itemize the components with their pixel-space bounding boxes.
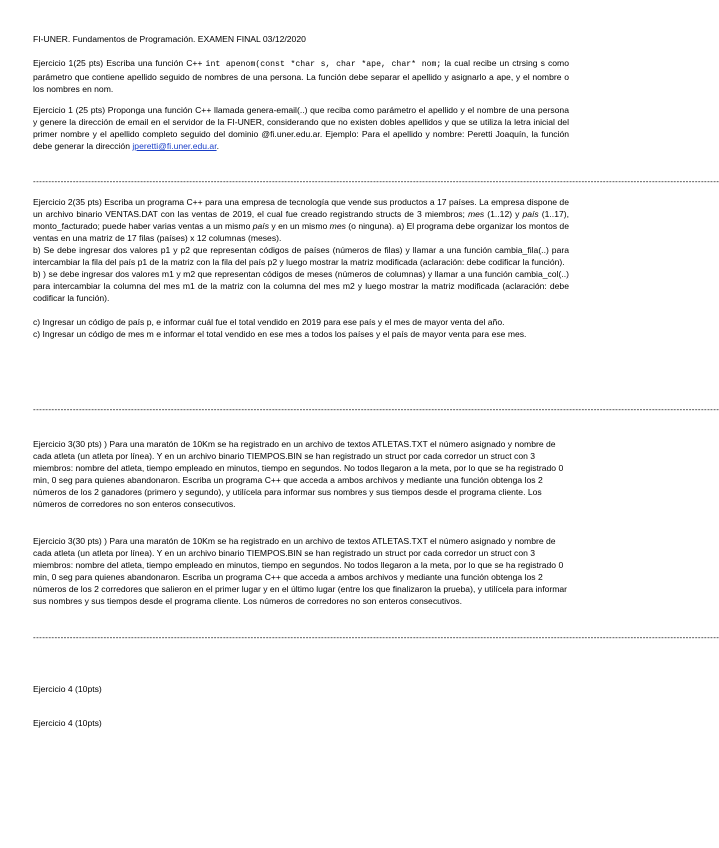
exercise-1b-text: Ejercicio 1 (25 pts) Proponga una función C++ llamada genera-email(..) que reciba como parámetro el apellido y el nombre de una persona y genere la dirección de email en el servidor de la FI-UNER, considerando que no existen dobles apellidos y que se utiliza la letra inicial del primer nombre y el apellido completo seguido del dominio @fi.uner.edu.ar. Ejemplo: Para el apellido y nombre: Peretti Joaquín, la función debe generar la dirección	[33, 105, 569, 151]
exercise-2-part-c-month: c) Ingresar un código de mes m e informar el total vendido en ese mes a todos los países y el país de mayor venta para ese mes.	[33, 329, 527, 339]
exercise-2-pais-2: país	[252, 221, 269, 231]
separator-line-1: --------------------------------------------------------------------------------------------------------------------------------------------------------------------------------------------------------------------------------	[33, 177, 719, 186]
separator-line-3: --------------------------------------------------------------------------------------------------------------------------------------------------------------------------------------------------------------------------------	[33, 633, 719, 642]
exercise-1a-description: la cual recibe un ctrsing s como parámetro que contiene apellido seguido de nombres de una persona. La función debe separar el apellido y asignarlo a ape, y el nombre o los nombres en nom.	[33, 58, 569, 94]
exercise-2-part-b-columns: b) ) se debe ingresar dos valores m1 y m2 que representan códigos de meses (números de columnas) y llamar a una función cambia_col(..) para intercambiar la columna del mes m1 de la matriz con la columna del mes m2 y luego mostrar la matriz modificada (aclaración: debe codificar la función).	[33, 269, 569, 303]
exercise-1-apenom	[33, 57, 569, 95]
exercise-2-text-b: (1..12) y	[484, 209, 523, 219]
exercise-1a-code-signature: int apenom(const *char s, char *ape, char* nom;	[205, 60, 442, 69]
separator-line-2: --------------------------------------------------------------------------------------------------------------------------------------------------------------------------------------------------------------------------------	[33, 405, 719, 414]
exercise-2-spacer	[33, 304, 569, 316]
exercise-3-winners: Ejercicio 3(30 pts) ) Para una maratón de 10Km se ha registrado en un archivo de textos ATLETAS.TXT el número asignado y nombre de cada atleta (un atleta por línea). Y en un archivo binario TIEMPOS.BIN se han registrado un struct por cada corredor un struct con 3 miembros: nombre del atleta, tiempo empleado en minutos, tiempo en segundos. No todos llegaron a la meta, por lo que se ha registrado 0 min, 0 seg para quienes abandonaron. Escriba un programa C++ que acceda a ambos archivos y mediante una función obtenga los 2 números de los 2 ganadores (primero y segundo), y utilícela para informar sus nombres y sus tiempos desde el programa cliente. Los números de corredores no son enteros consecutivos.	[33, 439, 564, 509]
exercise-3-first-last: Ejercicio 3(30 pts) ) Para una maratón de 10Km se ha registrado en un archivo de textos ATLETAS.TXT el número asignado y nombre de cada atleta (un atleta por línea). Y en un archivo binario TIEMPOS.BIN se han registrado un struct por cada corredor un struct con 3 miembros: nombre del atleta, tiempo empleado en minutos, tiempo en segundos. No todos llegaron a la meta, por lo que se ha registrado 0 min, 0 seg para quienes abandonaron. Escriba un programa C++ que acceda a ambos archivos y mediante una función obtenga los 2 números de los 2 corredores que salieron en el primer lugar y en el último lugar (entre los que finalizaron la prueba), y utilícela para informar sus nombres y sus tiempos desde el programa cliente. Los números de corredores no son enteros consecutivos.	[33, 536, 568, 606]
exercise-2-part-b-rows: b) Se debe ingresar dos valores p1 y p2 que representan códigos de países (números de filas) y llamar a una función cambia_fila(..) para intercambiar la fila del país p1 de la matriz con la fila del país p2 y luego mostrar la matriz modificada (aclaración: debe codificar la función).	[33, 245, 569, 267]
exercise-2-text-d: y en un mismo	[269, 221, 330, 231]
exercise-4-heading-b: Ejercicio 4 (10pts)	[33, 718, 102, 728]
exercise-1b-end: .	[216, 141, 219, 151]
example-email-link[interactable]: jperetti@fi.uner.edu.ar	[132, 141, 217, 151]
exam-header: FI-UNER. Fundamentos de Programación. EXAMEN FINAL 03/12/2020	[33, 34, 306, 44]
exercise-2-text-c: (1..17), monto_facturado; puede haber varias ventas a un mismo	[33, 209, 569, 231]
exercise-2-pais: país	[522, 209, 539, 219]
exercise-2-text-a: Ejercicio 2(35 pts) Escriba un programa C++ para una empresa de tecnología que vende sus productos a 17 países. La empresa dispone de un archivo binario VENTAS.DAT con las ventas de 2019, el cual fue creado registrando structs de 3 miembros;	[33, 197, 569, 219]
exercise-2-statement	[33, 196, 569, 244]
exercise-2-text-e: (o ninguna). a) El programa debe organizar los montos de ventas en una matriz de 17 filas (países) x 12 columnas (meses).	[33, 221, 569, 243]
exercise-1a-intro: Ejercicio 1(25 pts) Escriba una función C++	[33, 58, 206, 68]
exercise-1-genera-email	[33, 104, 569, 152]
exercise-2-mes: mes	[467, 209, 485, 219]
exercise-2	[33, 196, 569, 340]
exercise-2-mes-2: mes	[329, 221, 346, 231]
exercise-4-heading-a: Ejercicio 4 (10pts)	[33, 684, 102, 694]
exercise-2-part-c-country: c) Ingresar un código de país p, e informar cuál fue el total vendido en 2019 para ese país y el mes de mayor venta del año.	[33, 317, 505, 327]
